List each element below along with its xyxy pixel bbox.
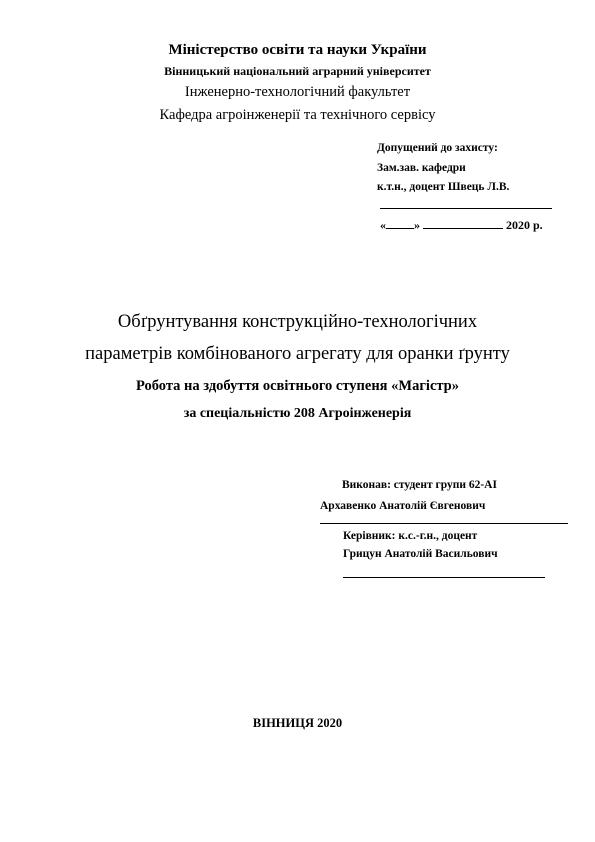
degree-line: Робота на здобуття освітнього ступеня «Магістр» [135,378,459,394]
student-name: Архавенко Анатолій Євгенович [320,500,486,512]
faculty-name: Інженерно-технологічний факультет [184,84,411,100]
thesis-title-line-1: Обґрунтування конструкційно-технологічних [117,312,478,332]
thesis-title-line-2: параметрів комбінованого агрегату для оранки ґрунту [85,344,510,364]
performed-by-label: Виконав: студент групи 62-АІ [342,479,497,491]
approval-signature-line [380,208,552,209]
supervisor-title: Керівник: к.с.-г.н., доцент [343,530,478,542]
approval-position: Зам.зав. кафедри [377,162,466,174]
specialty-line: за спеціальністю 208 Агроінженерія [183,406,412,421]
date-month-blank [423,217,503,229]
approval-date-row [380,217,543,233]
date-day-blank [386,217,414,229]
supervisor-name: Грицун Анатолій Васильович [343,548,498,560]
approval-name: к.т.н., доцент Швець Л.В. [377,181,510,193]
ministry-heading: Міністерство освіти та науки України [168,42,427,58]
department-name: Кафедра агроінженерії та технічного сервісу [159,107,436,123]
date-quote-close: » [414,218,420,232]
date-year: 2020 р. [503,218,543,232]
city-year: ВІННИЦЯ 2020 [252,716,343,730]
student-signature-line [320,523,568,524]
approval-heading: Допущений до захисту: [377,142,498,154]
supervisor-signature-line [343,577,545,578]
university-name: Вінницький національний аграрний університет [164,64,431,78]
date-quote-open: « [380,218,386,232]
